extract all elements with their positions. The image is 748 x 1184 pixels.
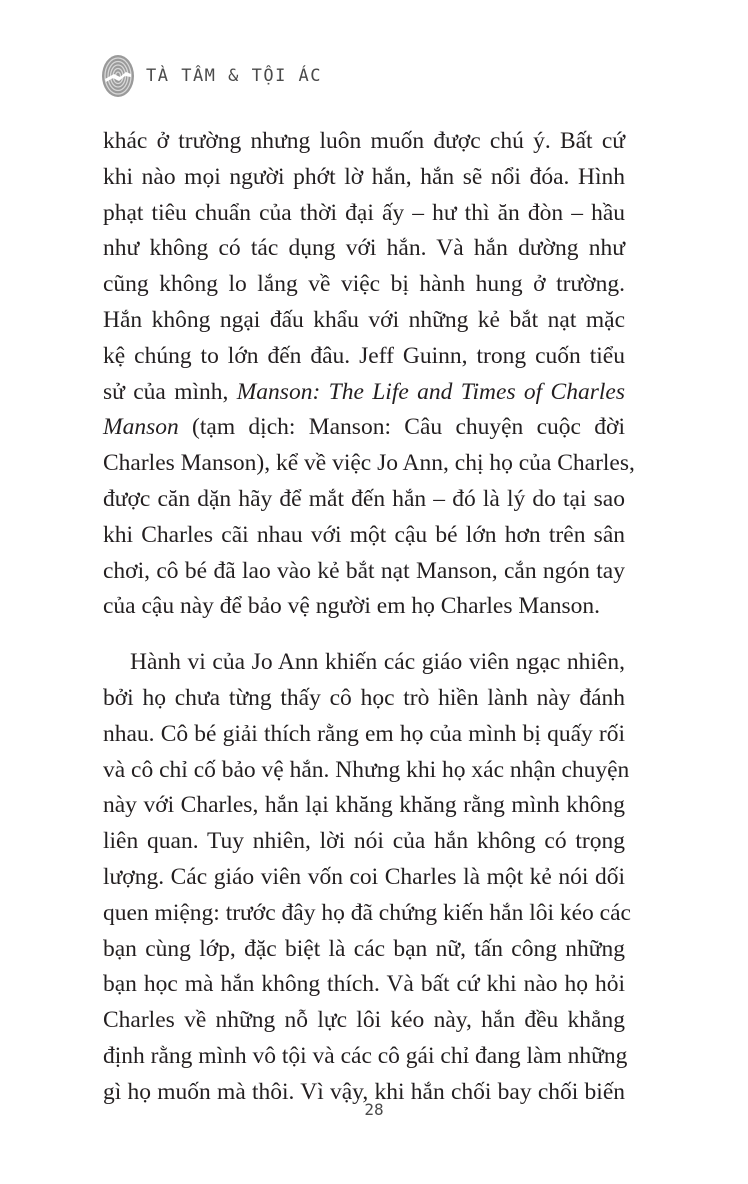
text-line: bạn học mà hắn không thích. Và bất cứ khi nào họ hỏi [103, 971, 625, 998]
text-fragment: (tạm dịch: Manson: Câu chuyện cuộc đời [178, 414, 625, 441]
text-line: và cô chỉ cố bảo vệ hắn. Nhưng khi họ xác nhận chuyện [103, 756, 630, 783]
text-line: định rằng mình vô tội và các cô gái chỉ đang làm những [103, 1042, 628, 1069]
book-title-italic: Manson [103, 414, 179, 441]
text-line: này với Charles, hắn lại khăng khăng rằng mình không [103, 792, 625, 819]
text-line: khi Charles cãi nhau với một cậu bé lớn hơn trên sân [103, 521, 625, 548]
paragraph-2 [103, 645, 631, 1110]
text-line: Charles Manson), kể về việc Jo Ann, chị họ của Charles, [103, 450, 635, 477]
fingerprint-icon [100, 53, 136, 99]
text-line: gì họ muốn mà thôi. Vì vậy, khi hắn chối bay chối biến [103, 1078, 625, 1105]
text-line [103, 375, 625, 411]
text-fragment: sử của mình, [103, 378, 237, 405]
header-title: TÀ TÂM & TỘI ÁC [146, 66, 323, 86]
text-line: cũng không lo lắng về việc bị hành hung ở trường. [103, 271, 625, 298]
text-line [103, 410, 625, 446]
text-line: Charles về những nỗ lực lôi kéo này, hắn đều khẳng [103, 1007, 625, 1034]
text-line: Hắn không ngại đấu khẩu với những kẻ bắt nạt mặc [103, 306, 625, 333]
text-line: Hành vi của Jo Ann khiến các giáo viên ngạc nhiên, [130, 649, 625, 676]
paragraph-1 [103, 124, 635, 625]
text-line: bạn cùng lớp, đặc biệt là các bạn nữ, tấn công những [103, 935, 625, 962]
text-line: bởi họ chưa từng thấy cô học trò hiền lành này đánh [103, 684, 625, 711]
text-line: lượng. Các giáo viên vốn coi Charles là một kẻ nói dối [103, 863, 625, 890]
body-text [103, 124, 635, 1111]
text-line: liên quan. Tuy nhiên, lời nói của hắn không có trọng [103, 828, 625, 855]
text-line: kệ chúng to lớn đến đâu. Jeff Guinn, trong cuốn tiểu [103, 342, 625, 369]
text-line: nhau. Cô bé giải thích rằng em họ của mình bị quấy rối [103, 720, 625, 747]
text-line: khác ở trường nhưng luôn muốn được chú ý. Bất cứ [103, 128, 625, 154]
page-number: 28 [364, 1100, 384, 1119]
text-line: chơi, cô bé đã lao vào kẻ bắt nạt Manson, cắn ngón tay [103, 557, 625, 584]
text-line: phạt tiêu chuẩn của thời đại ấy – hư thì ăn đòn – hầu [103, 199, 625, 226]
book-title-italic: Manson: The Life and Times of Charles [236, 378, 625, 405]
text-line: quen miệng: trước đây họ đã chứng kiến hắn lôi kéo các [103, 899, 631, 926]
text-line: khi nào mọi người phớt lờ hắn, hắn sẽ nổi đóa. Hình [103, 163, 625, 190]
text-line: được căn dặn hãy để mắt đến hắn – đó là lý do tại sao [103, 485, 625, 512]
text-line: của cậu này để bảo vệ người em họ Charles Manson. [103, 593, 600, 620]
running-header [100, 52, 322, 100]
text-line: như không có tác dụng với hắn. Và hắn dường như [103, 235, 625, 262]
